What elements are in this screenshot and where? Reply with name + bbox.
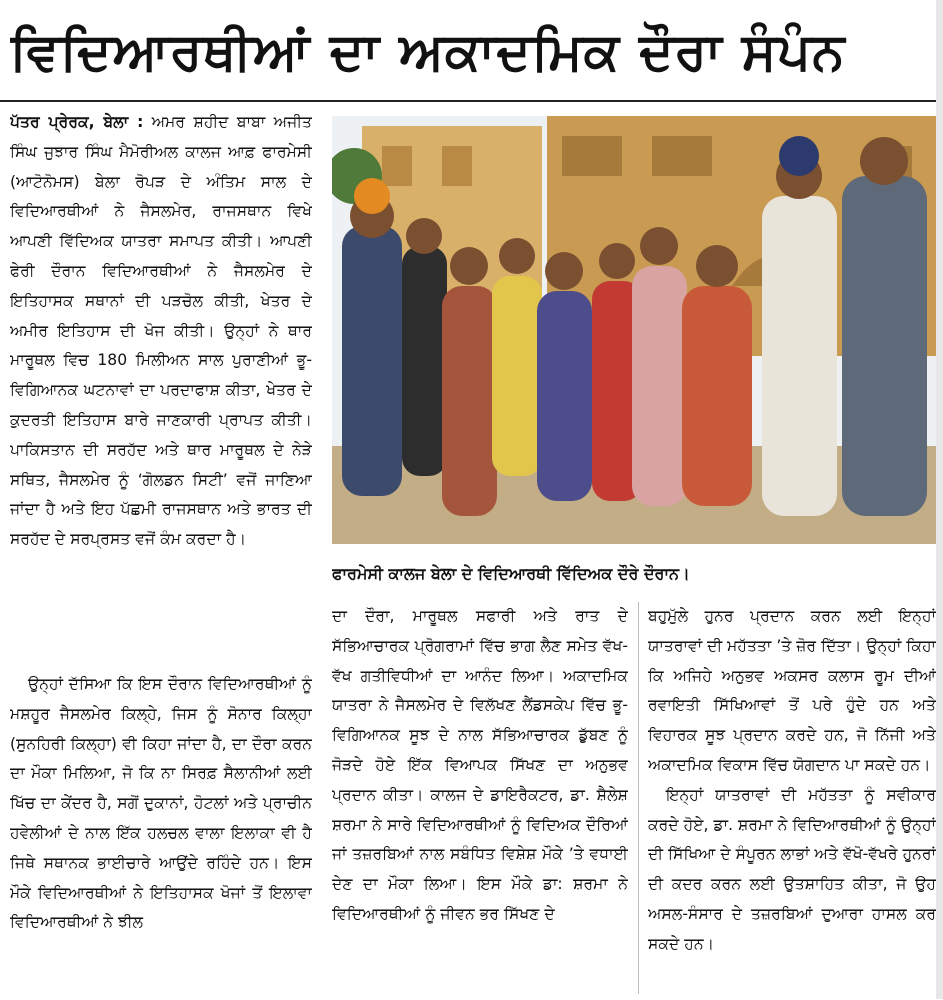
group-photo (332, 116, 936, 544)
paragraph-1 (10, 108, 312, 555)
article-column-left (10, 108, 312, 668)
byline: ਪੱਤਰ ਪ੍ਰੇਰਕ, ਬੇਲਾ : (10, 113, 144, 131)
paragraph-2: ਉਨ੍ਹਾਂ ਦੱਸਿਆ ਕਿ ਇਸ ਦੌਰਾਨ ਵਿਦਿਆਰਥੀਆਂ ਨੂੰ ਮਸ਼ਹੂਰ ਜੈਸਲਮੇਰ ਕਿਲ੍ਹੇ, ਜਿਸ ਨੂੰ ਸੋਨਾਰ ਕਿਲ੍ਹਾ (ਸੁਨਹਿਰੀ ਕਿਲ੍ਹਾ) ਵੀ ਕਿਹਾ ਜਾਂਦਾ ਹੈ, ਦਾ ਦੌਰਾ ਕਰਨ ਦਾ ਮੌਕਾ ਮਿਲਿਆ, ਜੋ ਕਿ ਨਾ ਸਿਰਫ਼ ਸੈਲਾਨੀਆਂ ਲਈ ਖਿੱਚ ਦਾ ਕੇਂਦਰ ਹੈ, ਸਗੋਂ ਦੁਕਾਨਾਂ, ਹੋਟਲਾਂ ਅਤੇ ਪ੍ਰਾਚੀਨ ਹਵੇਲੀਆਂ ਦੇ ਨਾਲ ਇੱਕ ਹਲਚਲ ਵਾਲਾ ਇਲਾਕਾ ਵੀ ਹੈ ਜਿਥੇ ਸਥਾਨਕ ਭਾਈਚਾਰੇ ਆਉਂਦੇ ਰਹਿੰਦੇ ਹਨ। ਇਸ ਮੌਕੇ ਵਿਦਿਆਰਥੀਆਂ ਨੇ ਇਤਿਹਾਸਕ ਖੋਜਾਂ ਤੋਂ ਇਲਾਵਾ ਵਿਦਿਆਰਥੀਆਂ ਨੇ ਝੀਲ (10, 675, 312, 932)
paragraph-5: ਇਨ੍ਹਾਂ ਯਾਤਰਾਵਾਂ ਦੀ ਮਹੱਤਤਾ ਨੂੰ ਸਵੀਕਾਰ ਕਰਦੇ ਹੋਏ, ਡਾ. ਸ਼ਰਮਾ ਨੇ ਵਿਦਿਆਰਥੀਆਂ ਨੂੰ ਉਨ੍ਹਾਂ ਦੀ ਸਿੱਖਿਆ ਦੇ ਸੰਪੂਰਨ ਲਾਭਾਂ ਅਤੇ ਵੱਖੋ-ਵੱਖਰੇ ਹੁਨਰਾਂ ਦੀ ਕਦਰ ਕਰਨ ਲਈ ਉਤਸ਼ਾਹਿਤ ਕੀਤਾ, ਜੋ ਉਹ ਅਸਲ-ਸੰਸਾਰ ਦੇ ਤਜ਼ਰਬਿਆਂ ਦੁਆਰਾ ਹਾਸਲ ਕਰ ਸਕਦੇ ਹਨ। (648, 785, 936, 953)
photo-caption: ਫਾਰਮੇਸੀ ਕਾਲਜ ਬੇਲਾ ਦੇ ਵਿਦਿਆਰਥੀ ਵਿੱਦਿਅਕ ਦੌਰੇ ਦੌਰਾਨ। (332, 564, 690, 583)
paragraph-1-text: ਅਮਰ ਸ਼ਹੀਦ ਬਾਬਾ ਅਜੀਤ ਸਿੰਘ ਜੁਝਾਰ ਸਿੰਘ ਮੈਮੋਰੀਅਲ ਕਾਲਜ ਆਫ਼ ਫਾਰਮੇਸੀ (ਆਟੋਨੋਮਸ) ਬੇਲਾ ਰੋਪੜ ਦੇ ਅੰਤਿਮ ਸਾਲ ਦੇ ਵਿਦਿਆਰਥੀਆਂ ਨੇ ਜੈਸਲਮੇਰ, ਰਾਜਸਥਾਨ ਵਿਖੇ ਆਪਣੀ ਵਿੱਦਿਅਕ ਯਾਤਰਾ ਸਮਾਪਤ ਕੀਤੀ। ਆਪਣੀ ਫੇਰੀ ਦੌਰਾਨ ਵਿਦਿਆਰਥੀਆਂ ਨੇ ਜੈਸਲਮੇਰ ਦੇ ਇਤਿਹਾਸਕ ਸਥਾਨਾਂ ਦੀ ਪੜਚੋਲ ਕੀਤੀ, ਖੇਤਰ ਦੇ ਅਮੀਰ ਇਤਿਹਾਸ ਦੀ ਖੋਜ ਕੀਤੀ। ਉਨ੍ਹਾਂ ਨੇ ਥਾਰ ਮਾਰੂਥਲ ਵਿਚ 180 ਮਿਲੀਅਨ ਸਾਲ ਪੁਰਾਣੀਆਂ ਭੂ-ਵਿਗਿਆਨਕ ਘਟਨਾਵਾਂ ਦਾ ਪਰਦਾਫਾਸ਼ ਕੀਤਾ, ਖੇਤਰ ਦੇ ਕੁਦਰਤੀ ਇਤਿਹਾਸ ਬਾਰੇ ਜਾਣਕਾਰੀ ਪ੍ਰਾਪਤ ਕੀਤੀ। ਪਾਕਿਸਤਾਨ ਦੀ ਸਰਹੱਦ ਅਤੇ ਥਾਰ ਮਾਰੂਥਲ ਦੇ ਨੇੜੇ ਸਥਿਤ, ਜੈਸਲਮੇਰ ਨੂੰ ‘ਗੋਲਡਨ ਸਿਟੀ’ ਵਜੋਂ ਜਾਣਿਆ ਜਾਂਦਾ ਹੈ ਅਤੇ ਇਹ ਪੱਛਮੀ ਰਾਜਸਥਾਨ ਅਤੇ ਭਾਰਤ ਦੀ ਸਰਹੱਦ ਦੇ ਸਰਪ੍ਰਸਤ ਵਜੋਂ ਕੰਮ ਕਰਦਾ ਹੈ। (10, 113, 312, 549)
paragraph-3: ਦਾ ਦੌਰਾ, ਮਾਰੂਥਲ ਸਫਾਰੀ ਅਤੇ ਰਾਤ ਦੇ ਸੱਭਿਆਚਾਰਕ ਪ੍ਰੋਗਰਾਮਾਂ ਵਿੱਚ ਭਾਗ ਲੈਣ ਸਮੇਤ ਵੱਖ-ਵੱਖ ਗਤੀਵਿਧੀਆਂ ਦਾ ਆਨੰਦ ਲਿਆ। ਅਕਾਦਮਿਕ ਯਾਤਰਾ ਨੇ ਜੈਸਲਮੇਰ ਦੇ ਵਿਲੱਖਣ ਲੈਂਡਸਕੇਪ ਵਿੱਚ ਭੂ-ਵਿਗਿਆਨਕ ਸੂਝ ਦੇ ਨਾਲ ਸੱਭਿਆਚਾਰਕ ਡੁੱਬਣ ਨੂੰ ਜੋੜਦੇ ਹੋਏ ਇੱਕ ਵਿਆਪਕ ਸਿੱਖਣ ਦਾ ਅਨੁਭਵ ਪ੍ਰਦਾਨ ਕੀਤਾ। ਕਾਲਜ ਦੇ ਡਾਇਰੈਕਟਰ, ਡਾ. ਸ਼ੈਲੇਸ਼ ਸ਼ਰਮਾ ਨੇ ਸਾਰੇ ਵਿਦਿਆਰਥੀਆਂ ਨੂੰ ਵਿਦਿਅਕ ਦੌਰਿਆਂ ਜਾਂ ਤਜ਼ਰਬਿਆਂ ਨਾਲ ਸਬੰਧਿਤ ਵਿਸ਼ੇਸ਼ ਮੌਕੇ ’ਤੇ ਵਧਾਈ ਦੇਣ ਦਾ ਮੌਕਾ ਲਿਆ। ਇਸ ਮੌਕੇ ਡਾ: ਸ਼ਰਮਾ ਨੇ ਵਿਦਿਆਰਥੀਆਂ ਨੂੰ ਜੀਵਨ ਭਰ ਸਿੱਖਣ ਦੇ (332, 607, 628, 923)
article-column-left-bottom (10, 670, 312, 1000)
paragraph-4: ਬਹੁਮੁੱਲੇ ਹੁਨਰ ਪ੍ਰਦਾਨ ਕਰਨ ਲਈ ਇਨ੍ਹਾਂ ਯਾਤਰਾਵਾਂ ਦੀ ਮਹੱਤਤਾ ’ਤੇ ਜ਼ੋਰ ਦਿੱਤਾ। ਉਨ੍ਹਾਂ ਕਿਹਾ ਕਿ ਅਜਿਹੇ ਅਨੁਭਵ ਅਕਸਰ ਕਲਾਸ ਰੂਮ ਦੀਆਂ ਰਵਾਇਤੀ ਸਿੱਖਿਆਵਾਂ ਤੋਂ ਪਰੇ ਹੁੰਦੇ ਹਨ ਅਤੇ ਵਿਹਾਰਕ ਸੂਝ ਪ੍ਰਦਾਨ ਕਰਦੇ ਹਨ, ਜੋ ਨਿੱਜੀ ਅਤੇ ਅਕਾਦਮਿਕ ਵਿਕਾਸ ਵਿੱਚ ਯੋਗਦਾਨ ਪਾ ਸਕਦੇ ਹਨ। (648, 607, 936, 774)
article-column-right (648, 602, 936, 998)
page-edge (936, 0, 943, 999)
headline: ਵਿਦਿਆਰਥੀਆਂ ਦਾ ਅਕਾਦਮਿਕ ਦੌਰਾ ਸੰਪੰਨ (10, 22, 846, 82)
group-photo-illustration (332, 116, 936, 544)
headline-rule (0, 100, 943, 108)
article-column-middle (332, 602, 628, 998)
column-divider (638, 602, 639, 994)
